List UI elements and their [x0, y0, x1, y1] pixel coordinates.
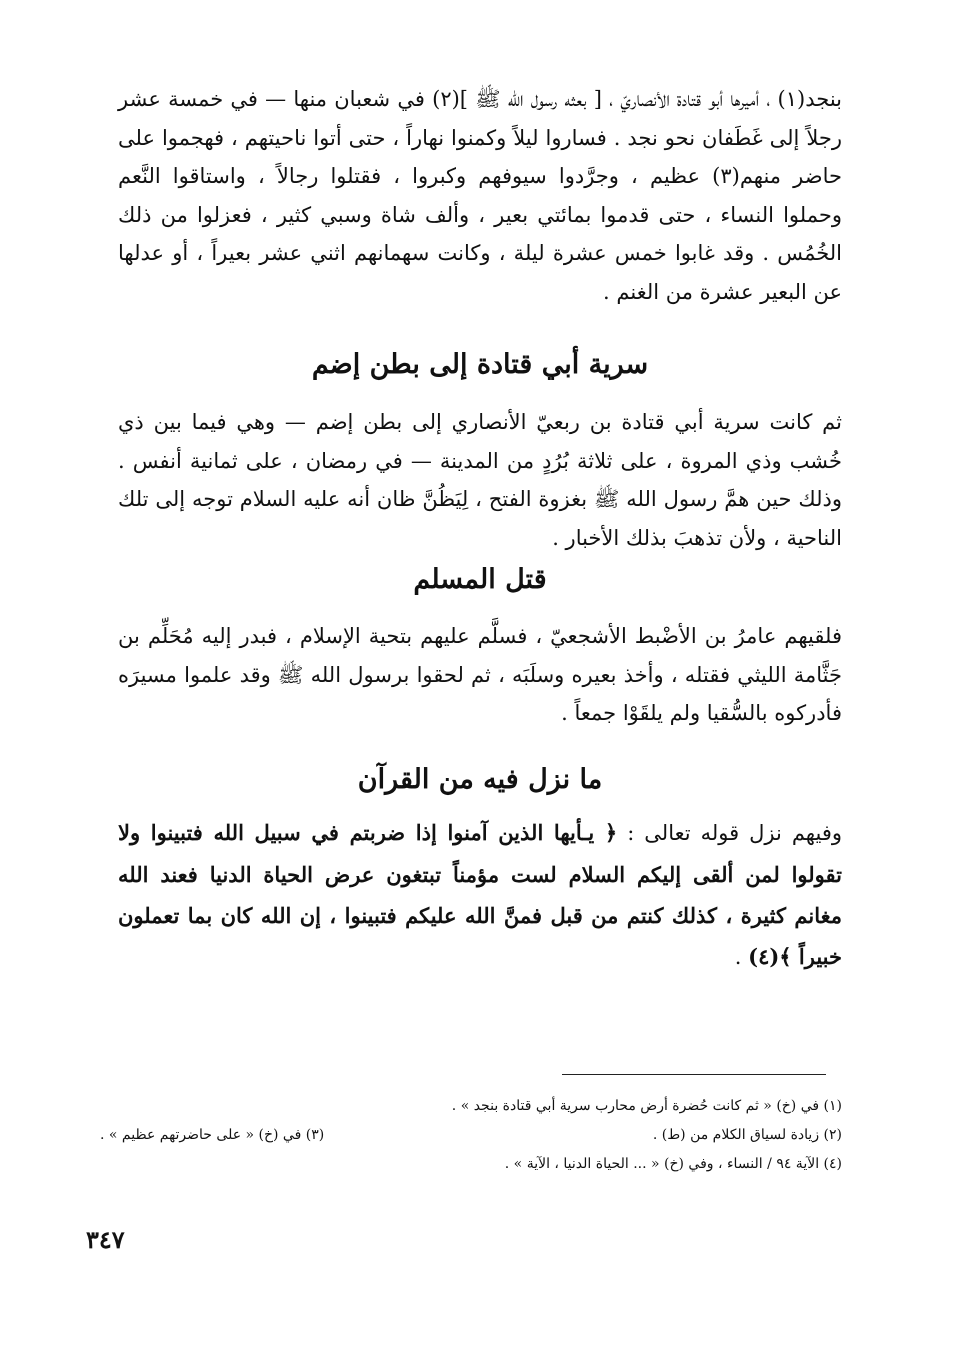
paragraph-amir-ibn-adbat: فلقيهم عامرُ بن الأضْبط الأشجعيّ ، فسلَّم عليهم بتحية الإسلام ، فبدر إليه مُحَلِّم بن جَثَّامة الليثي فقتله ، وأخذ بعيره وسلَبَه ، ثم لحقوا برسول الله ﷺ وقد علموا مسيرَه فأدركوه بالسُّقيا ولم يلقَوْا جمعاً . [118, 624, 842, 725]
heading-batn-idam: سرية أبي قتادة إلى بطن إضم [311, 349, 649, 380]
footnote-4: (٤) الآية ٩٤ / النساء ، وفي (خ) « ... الحياة الدنيا ، الآية » . [504, 1156, 842, 1172]
footnote-divider [562, 1074, 826, 1075]
heading-killing-muslim: قتل المسلم [413, 564, 547, 595]
verse-end: . [734, 945, 749, 969]
verse-quote: ﴿ يـأيها الذين آمنوا إذا ضربتم في سبيل الله فتبينوا ولا تقولوا لمن ألقى إليكم السلام لست مؤمناً تبتغون عرض الحياة الدنيا فعند الله مغانم كثيرة ، كذلك كنتم من قبل فمنَّ الله عليكم فتبينوا ، إن الله كان بما تعملون خبيراً ﴾(٤) [118, 820, 842, 969]
footnote-row [100, 1121, 842, 1150]
paragraph-expedition-najd: بنجد(١) ، أميرها أبو قتادة الأنصاريّ ، [ بعثه رسول الله ﷺ ](٢) في شعبان منها — في خمسة عشر رجلاً إلى غَطَفان نحو نجد . فساروا ليلاً وكمنوا نهاراً ، حتى أتوا ناحيتهم ، فهجموا على حاضر منهم(٣) عظيم ، وجرَّدوا سيوفهم وكبروا ، فقتلوا رجالاً ، واستاقوا النَّعم وحملوا النساء ، حتى قدموا بمائتي بعير ، وألف شاة وسبي كثير ، فعزلوا من ذلك الخُمُس . وقد غابوا خمس عشرة ليلة ، وكانت سهمانهم اثني عشر بعيراً ، أو عدلها عن البعير عشرة من الغنم . [118, 87, 842, 304]
footnote-2: (٢) زيادة لسياق الكلام من (ط) . [652, 1127, 842, 1143]
heading-quran-revealed: ما نزل فيه من القرآن [357, 764, 603, 795]
verse-intro: وفيهم نزل قوله تعالى : [617, 821, 842, 845]
footnote-1: (١) في (خ) « ثم كانت حُضرة أرض محارب سرية أبي قتادة بنجد » . [451, 1098, 842, 1114]
footnote-3: (٣) في (خ) « على حاضرتهم عظيم » . [100, 1127, 325, 1143]
page-number: ٣٤٧ [86, 1225, 125, 1254]
paragraph-quran-verse [118, 812, 842, 978]
footnotes-block [100, 1092, 842, 1179]
paragraph-batn-idam: ثم كانت سرية أبي قتادة بن ربعيّ الأنصاري إلى بطن إضم — وهي فيما بين ذي خُشب وذي المروة ، على ثلاثة بُرُدٍ من المدينة — في رمضان ، على ثمانية أنفس . وذلك حين همَّ رسول الله ﷺ بغزوة الفتح ، لِيَظُنَّ ظان أنه عليه السلام توجه إلى تلك الناحية ، ولأن تذهبَ بذلك الأخبار . [118, 410, 842, 550]
